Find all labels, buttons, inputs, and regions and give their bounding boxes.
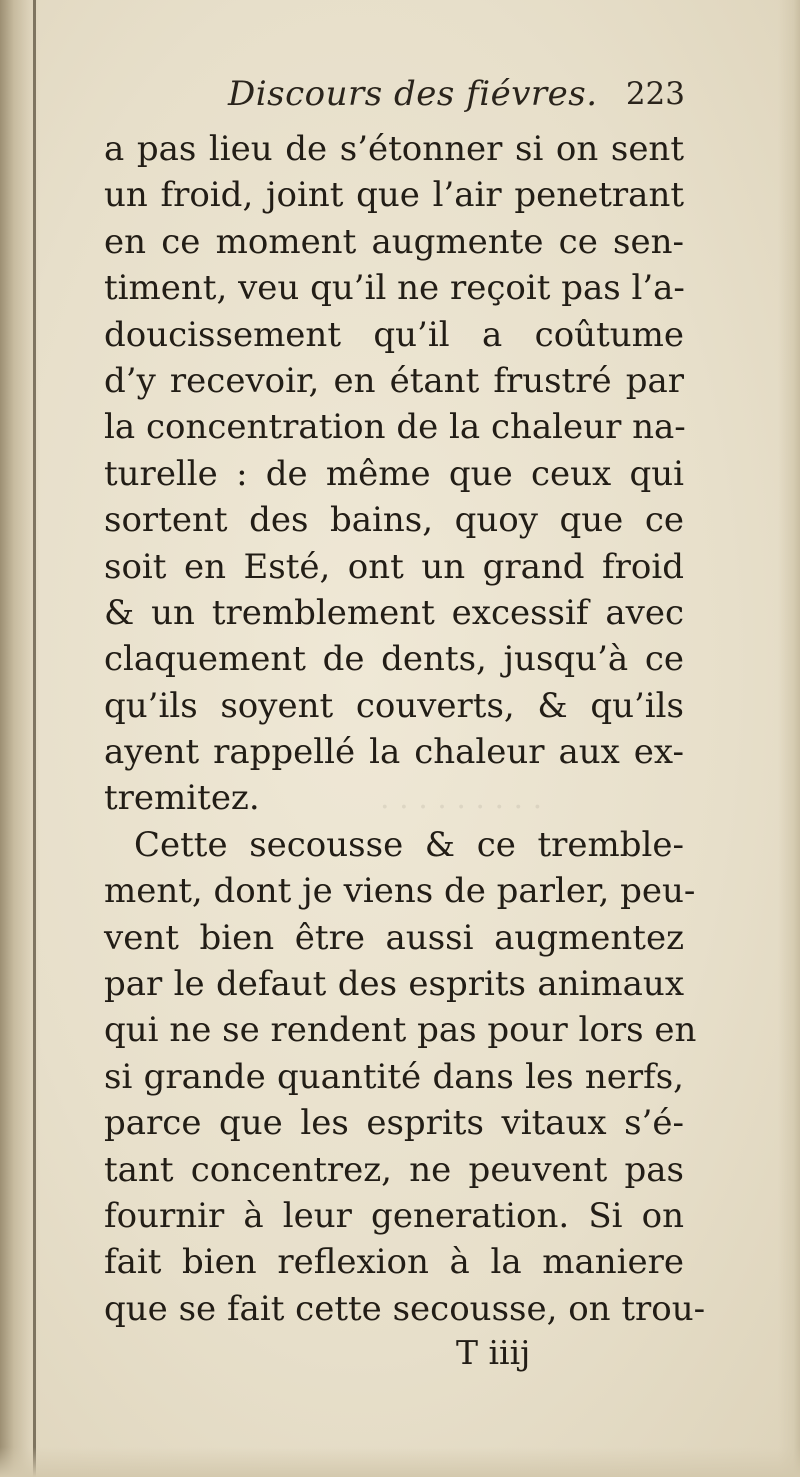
text-line: un froid, joint que l’air penetrant [104, 175, 684, 216]
text-line: fournir à leur generation. Si on [104, 1195, 684, 1236]
text-line: doucissement qu’il a coûtume [104, 314, 684, 355]
running-title: Discours des fiévres. [228, 74, 598, 114]
text-line: qui ne se rendent pas pour lors en [104, 1010, 697, 1051]
text-line: turelle : de même que ceux qui [104, 453, 684, 494]
page-number: 223 [625, 76, 685, 112]
text-line: qu’ils soyent couverts, & qu’ils [104, 685, 684, 726]
text-line: d’y recevoir, en étant frustré par [104, 360, 684, 401]
text-line: parce que les esprits vitaux s’é- [104, 1103, 684, 1144]
paragraph-end-line: tremitez. [104, 778, 260, 819]
text-line: soit en Esté, ont un grand froid [104, 546, 684, 587]
text-line: la concentration de la chaleur na- [104, 407, 686, 448]
signature-mark: T iiij [456, 1333, 531, 1372]
text-line: ayent rappellé la chaleur aux ex- [104, 732, 684, 773]
body-text [104, 126, 706, 1332]
bleed-through-text: · · · · · · · · · [380, 790, 543, 825]
page-header [110, 70, 685, 130]
text-line: tant concentrez, ne peuvent pas [104, 1149, 684, 1190]
text-line: a pas lieu de s’étonner si on sent [104, 129, 684, 169]
text-line: claquement de dents, jusqu’à ce [104, 639, 684, 680]
page-bottom-edge [0, 1447, 800, 1477]
text-line: fait bien reflexion à la maniere [104, 1242, 684, 1283]
text-line: en ce moment augmente ce sen- [104, 221, 684, 262]
text-line: que se fait cette secousse, on trou- [104, 1288, 706, 1329]
page-spine-edge [33, 0, 36, 1477]
text-line: & un tremblement excessif avec [104, 592, 684, 633]
text-line: timent, veu qu’il ne reçoit pas l’a- [104, 268, 685, 309]
page-right-edge [778, 0, 800, 1477]
paragraph-start-line: Cette secousse & ce tremble- [134, 824, 684, 865]
text-line: ment, dont je viens de parler, peu- [104, 871, 696, 912]
text-line: sortent des bains, quoy que ce [104, 500, 684, 541]
text-line: vent bien être aussi augmentez [104, 917, 684, 958]
text-line: par le defaut des esprits animaux [104, 964, 684, 1005]
text-line: si grande quantité dans les nerfs, [104, 1056, 684, 1097]
